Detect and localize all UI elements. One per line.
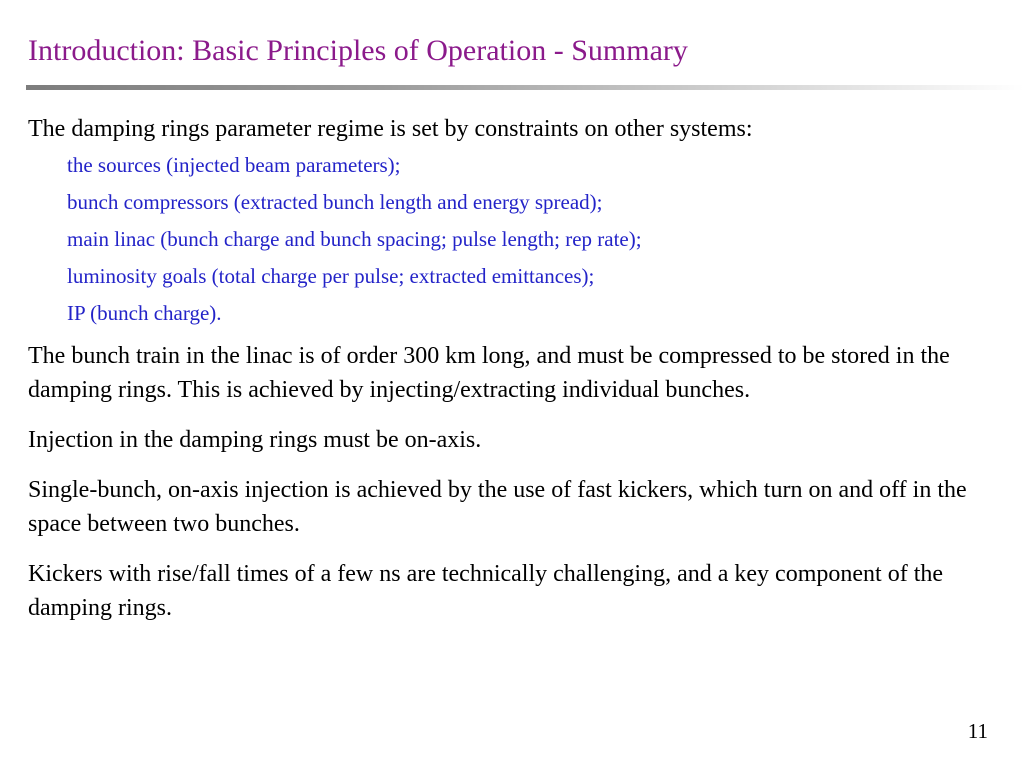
paragraph-bunch-train: The bunch train in the linac is of order 300 km long, and must be compressed to be stored in the damping rings. This is achieved by injecting/extracting individual bunches.	[28, 343, 950, 403]
paragraph-kicker-challenge: Kickers with rise/fall times of a few ns are technically challenging, and a key component of the damping rings.	[28, 561, 944, 621]
paragraph-fast-kickers: Single-bunch, on-axis injection is achieved by the use of fast kickers, which turn on and off in the space between two bunches.	[28, 477, 967, 537]
slide-body	[28, 112, 988, 641]
title-underline	[26, 85, 1024, 90]
lead-paragraph: The damping rings parameter regime is set by constraints on other systems:	[28, 116, 753, 142]
constraint-list	[28, 147, 988, 332]
page-number: 11	[967, 719, 988, 743]
list-item-sources: the sources (injected beam parameters);	[67, 153, 401, 177]
slide-title: Introduction: Basic Principles of Operation - Summary	[28, 34, 688, 67]
list-item-luminosity-goals: luminosity goals (total charge per pulse; extracted emittances);	[67, 264, 595, 288]
list-item-ip: IP (bunch charge).	[67, 301, 222, 325]
list-item-main-linac: main linac (bunch charge and bunch spacing; pulse length; rep rate);	[67, 227, 642, 251]
paragraph-injection-on-axis: Injection in the damping rings must be on-axis.	[28, 427, 482, 453]
list-item-bunch-compressors: bunch compressors (extracted bunch length and energy spread);	[67, 190, 603, 214]
